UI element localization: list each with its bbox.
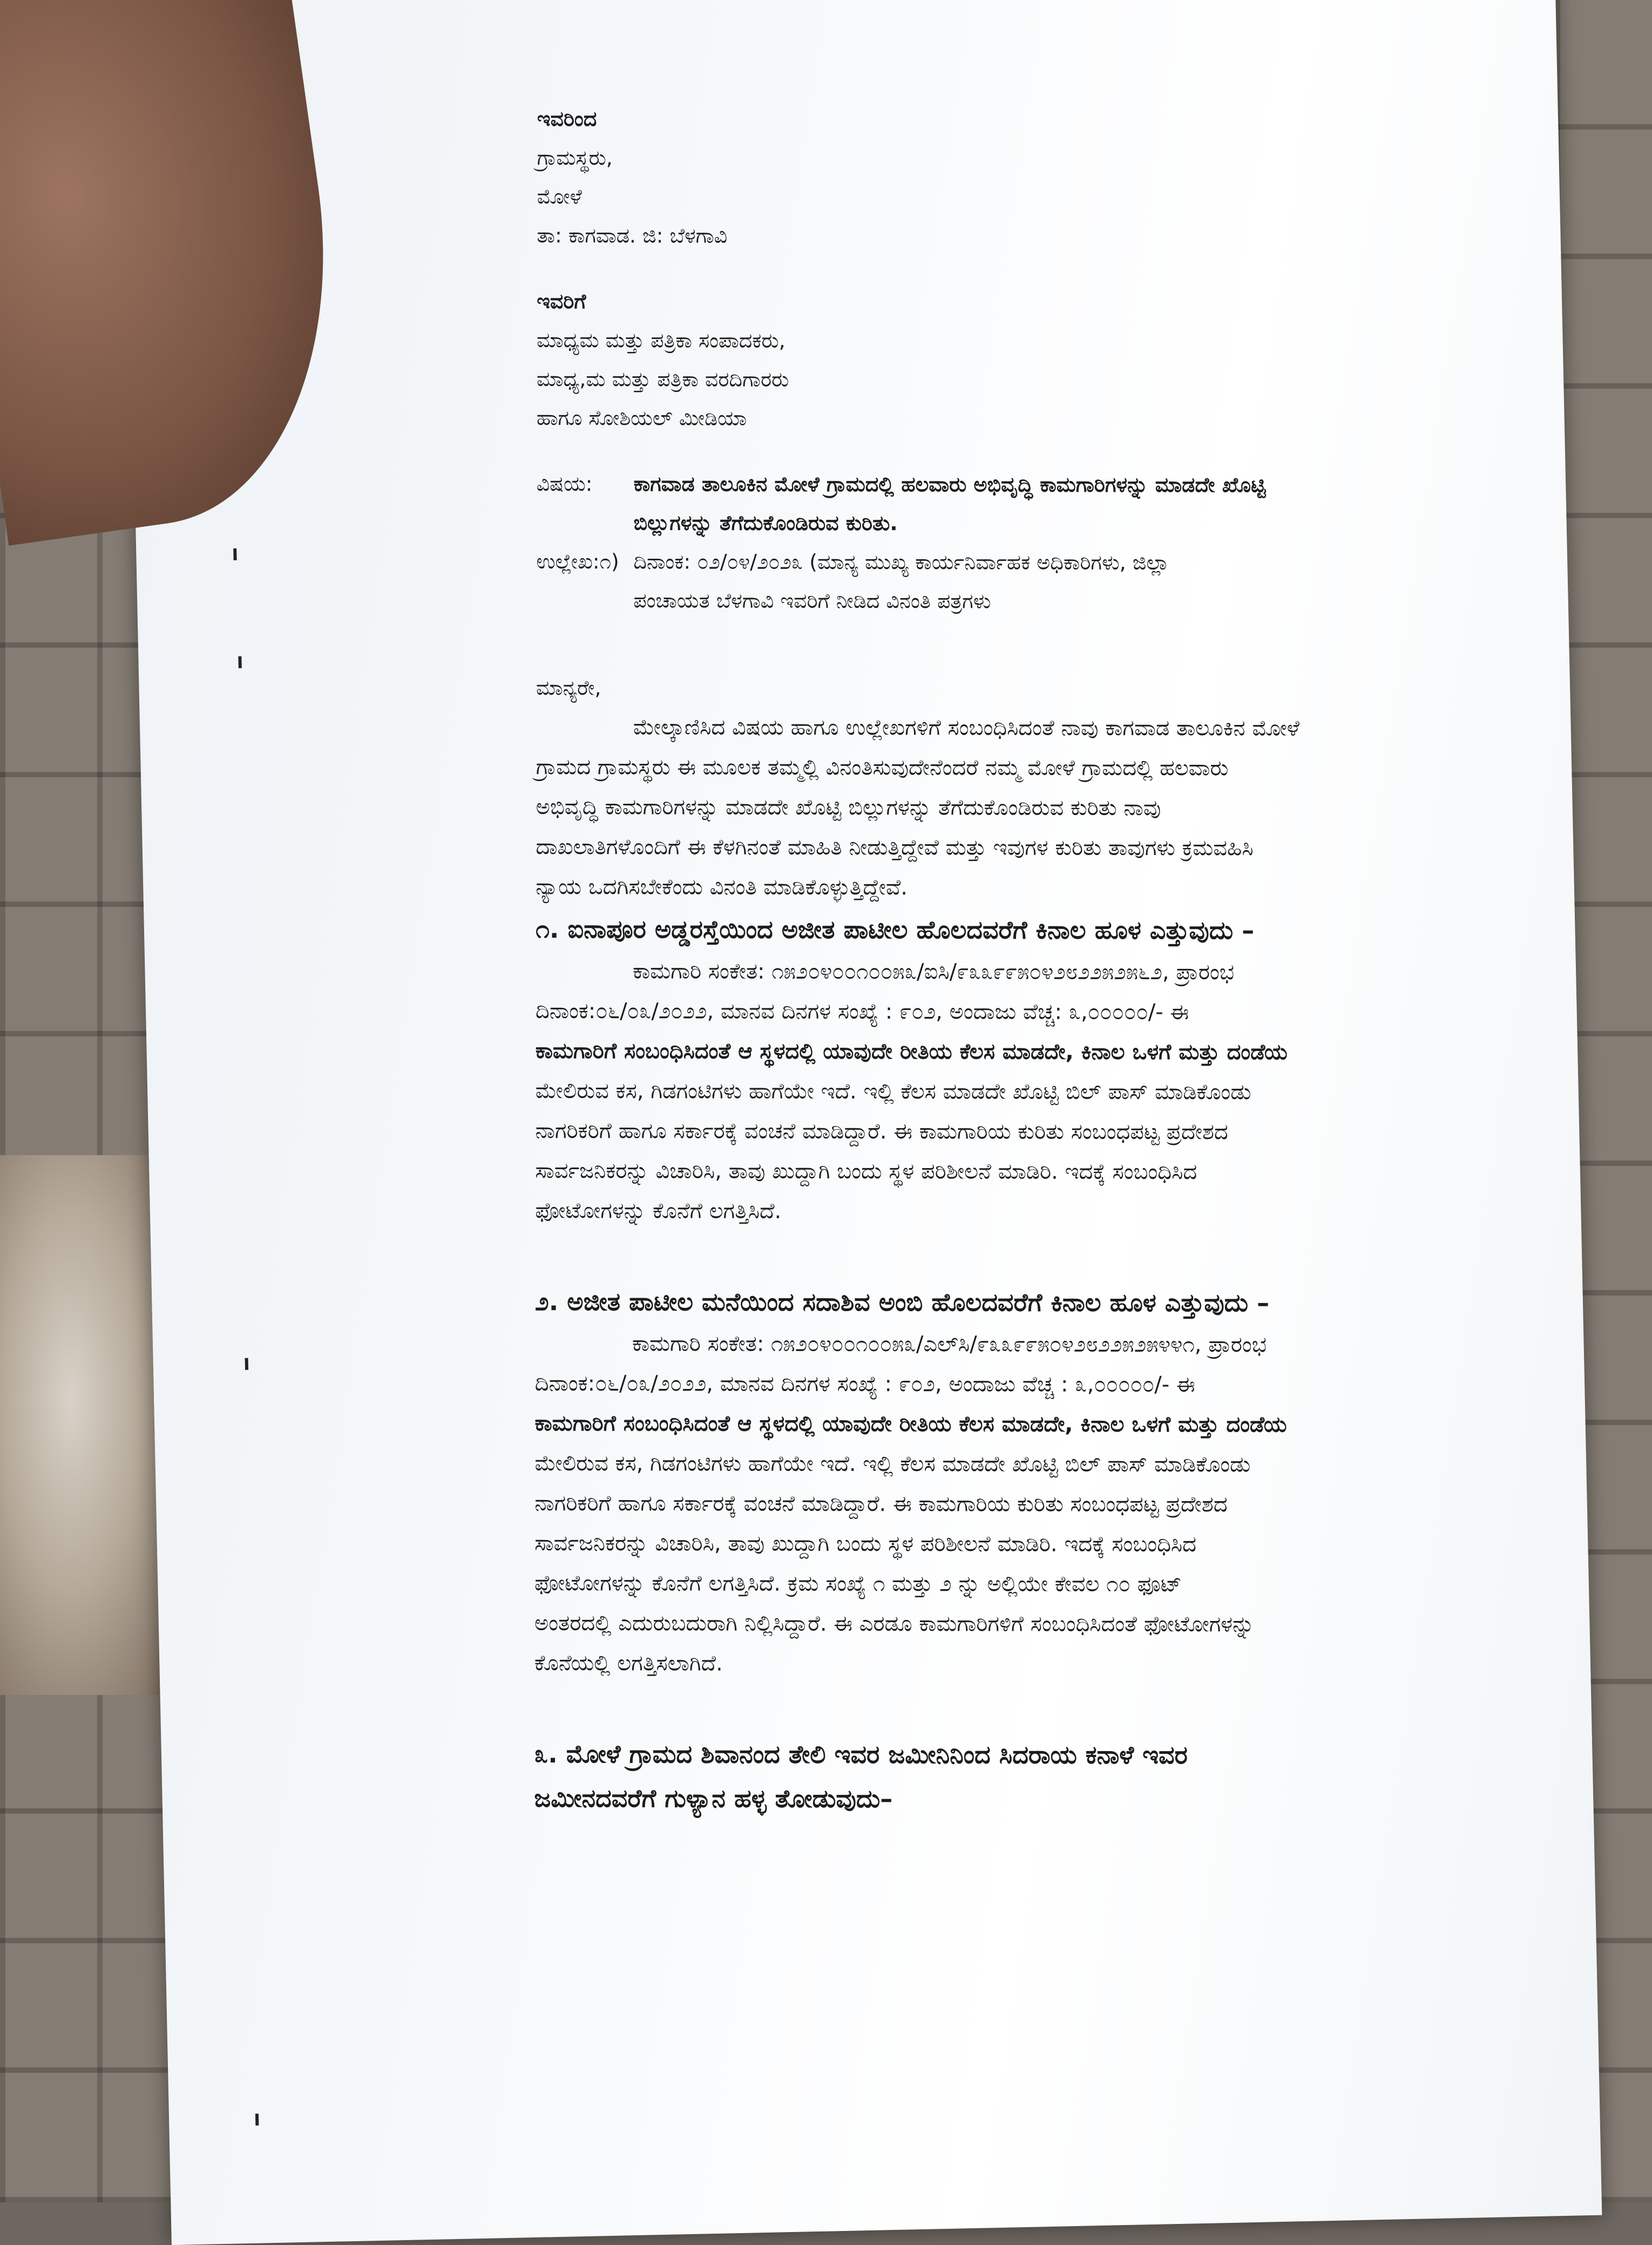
item-1-line: ಕಾಮಗಾರಿಗೆ ಸಂಬಂಧಿಸಿದಂತೆ ಆ ಸ್ಥಳದಲ್ಲಿ ಯಾವುದೇ ರೀತಿಯ ಕೆಲಸ ಮಾಡದೇ, ಕಿನಾಲ ಒಳಗೆ ಮತ್ತು ದಂಡೆಯ: [535, 1039, 1288, 1065]
from-line: ಮೋಳೆ: [537, 185, 582, 209]
item-2-heading: ೨. ಅಜೀತ ಪಾಟೀಲ ಮನೆಯಿಂದ ಸದಾಶಿವ ಅಂಬಿ ಹೊಲದವರೆಗೆ ಕಿನಾಲ ಹೂಳ ಎತ್ತುವುದು –: [534, 1287, 1270, 1318]
item-1-line: ದಿನಾಂಕ:೦೬/೦೩/೨೦೨೨, ಮಾನವ ದಿನಗಳ ಸಂಖ್ಯೆ : ೯೦೨, ಅಂದಾಜು ವೆಚ್ಚ: ೩,೦೦೦೦೦/- ಈ: [535, 999, 1189, 1025]
salutation: ಮಾನ್ಯರೇ,: [536, 676, 601, 700]
intro-line: ನ್ಯಾಯ ಒದಗಿಸಬೇಕೆಂದು ವಿನಂತಿ ಮಾಡಿಕೊಳ್ಳುತ್ತಿದ್ದೇವೆ.: [536, 874, 908, 900]
intro-line: ದಾಖಲಾತಿಗಳೊಂದಿಗೆ ಈ ಕೆಳಗಿನಂತೆ ಮಾಹಿತಿ ನೀಡುತ್ತಿದ್ದೇವೆ ಮತ್ತು ಇವುಗಳ ಕುರಿತು ತಾವುಗಳು ಕ್ರಮವಹಿಸಿ: [536, 835, 1254, 861]
item-1-line: ಸಾರ್ವಜನಿಕರನ್ನು ವಿಚಾರಿಸಿ, ತಾವು ಖುದ್ದಾಗಿ ಬಂದು ಸ್ಥಳ ಪರಿಶೀಲನೆ ಮಾಡಿರಿ. ಇದಕ್ಕೆ ಸಂಬಂಧಿಸಿದ: [535, 1158, 1197, 1185]
item-1-line: ಕಾಮಗಾರಿ ಸಂಕೇತ: ೧೫೨೦೪೦೦೧೦೦೫೩/ಐಸಿ/೯೩೩೯೯೫೦೪೨೮೨೨೫೨೫೬೨, ಪ್ರಾರಂಭ: [633, 959, 1235, 985]
from-heading: ಇವರಿಂದ: [537, 107, 597, 131]
item-2-line: ಫೋಟೋಗಳನ್ನು ಕೊನೆಗೆ ಲಗತ್ತಿಸಿದೆ. ಕ್ರಮ ಸಂಖ್ಯೆ ೧ ಮತ್ತು ೨ ನ್ನು ಅಲ್ಲಿಯೇ ಕೇವಲ ೧೦ ಫೂಟ್: [534, 1571, 1182, 1597]
binder-mark: [245, 1358, 248, 1370]
binder-mark: [255, 2114, 259, 2126]
from-line: ಗ್ರಾಮಸ್ಥರು,: [537, 146, 613, 170]
letter-content: [534, 99, 1595, 1822]
from-line: ತಾ: ಕಾಗವಾಡ. ಜಿ: ಬೆಳಗಾವಿ: [537, 223, 728, 248]
binder-mark: [233, 548, 236, 560]
item-2-line: ನಾಗರಿಕರಿಗೆ ಹಾಗೂ ಸರ್ಕಾರಕ್ಕೆ ವಂಚನೆ ಮಾಡಿದ್ದಾರೆ. ಈ ಕಾಮಗಾರಿಯ ಕುರಿತು ಸಂಬಂಧಪಟ್ಟ ಪ್ರದೇಶದ: [534, 1491, 1228, 1517]
subject-label: ವಿಷಯ:: [536, 472, 593, 496]
item-1-heading: ೧. ಐನಾಪೂರ ಅಡ್ಡರಸ್ತೆಯಿಂದ ಅಜೀತ ಪಾಟೀಲ ಹೊಲದವರೆಗೆ ಕಿನಾಲ ಹೂಳ ಎತ್ತುವುದು –: [536, 914, 1255, 945]
intro-line: ಮೇಲ್ಕಾಣಿಸಿದ ವಿಷಯ ಹಾಗೂ ಉಲ್ಲೇಖಗಳಿಗೆ ಸಂಬಂಧಿಸಿದಂತೆ ನಾವು ಕಾಗವಾಡ ತಾಲೂಕಿನ ಮೋಳೆ: [633, 715, 1300, 741]
item-2-line: ಅಂತರದಲ್ಲಿ ಎದುರುಬದುರಾಗಿ ನಿಲ್ಲಿಸಿದ್ದಾರೆ. ಈ ಎರಡೂ ಕಾಮಗಾರಿಗಳಿಗೆ ಸಂಬಂಧಿಸಿದಂತೆ ಫೋಟೋಗಳನ್ನು: [534, 1611, 1255, 1637]
reference: [536, 542, 1594, 582]
item-2-line: ಕಾಮಗಾರಿಗೆ ಸಂಬಂಧಿಸಿದಂತೆ ಆ ಸ್ಥಳದಲ್ಲಿ ಯಾವುದೇ ರೀತಿಯ ಕೆಲಸ ಮಾಡದೇ, ಕಿನಾಲ ಒಳಗೆ ಮತ್ತು ದಂಡೆಯ: [534, 1411, 1287, 1437]
to-heading: ಇವರಿಗೆ: [537, 289, 586, 314]
subject-text-cont: ಬಿಲ್ಲುಗಳನ್ನು ತೆಗೆದುಕೊಂಡಿರುವ ಕುರಿತು.: [633, 511, 898, 535]
subject-text: ಕಾಗವಾಡ ತಾಲೂಕಿನ ಮೋಳೆ ಗ್ರಾಮದಲ್ಲಿ ಹಲವಾರು ಅಭಿವೃದ್ಧಿ ಕಾಮಗಾರಿಗಳನ್ನು ಮಾಡದೇ ಖೊಟ್ಟಿ: [633, 472, 1266, 497]
item-2-line: ಸಾರ್ವಜನಿಕರನ್ನು ವಿಚಾರಿಸಿ, ತಾವು ಖುದ್ದಾಗಿ ಬಂದು ಸ್ಥಳ ಪರಿಶೀಲನೆ ಮಾಡಿರಿ. ಇದಕ್ಕೆ ಸಂಬಂಧಿಸಿದ: [534, 1531, 1197, 1557]
to-line: ಮಾಧ್ಯಮ ಮತ್ತು ಪತ್ರಿಕಾ ಸಂಪಾದಕರು,: [537, 328, 786, 352]
reference-label: ಉಲ್ಲೇಖ:೧): [536, 550, 619, 574]
item-2-line: ಮೇಲಿರುವ ಕಸ, ಗಿಡಗಂಟಿಗಳು ಹಾಗೆಯೇ ಇದೆ. ಇಲ್ಲಿ ಕೆಲಸ ಮಾಡದೇ ಖೊಟ್ಟಿ ಬಿಲ್ ಪಾಸ್ ಮಾಡಿಕೊಂಡು: [534, 1451, 1251, 1477]
subject: [537, 464, 1595, 505]
letter-paper: [124, 0, 1602, 2245]
to-line: ಮಾಧ್ಯ,ಮ ಮತ್ತು ಪತ್ರಿಕಾ ವರದಿಗಾರರು: [536, 367, 789, 391]
item-2-line: ಕೊನೆಯಲ್ಲಿ ಲಗತ್ತಿಸಲಾಗಿದೆ.: [534, 1651, 723, 1676]
item-2-line: ದಿನಾಂಕ:೦೬/೦೩/೨೦೨೨, ಮಾನವ ದಿನಗಳ ಸಂಖ್ಯೆ : ೯೦೨, ಅಂದಾಜು ವೆಚ್ಚ : ೩,೦೦೦೦೦/- ಈ: [534, 1371, 1195, 1398]
item-3-heading: ೩. ಮೋಳೆ ಗ್ರಾಮದ ಶಿವಾನಂದ ತೇಲಿ ಇವರ ಜಮೀನಿನಿಂದ ಸಿದರಾಯ ಕನಾಳೆ ಇವರ: [534, 1739, 1188, 1770]
item-3-heading-cont: ಜಮೀನದವರೆಗೆ ಗುಳ್ಯಾನ ಹಳ್ಳ ತೋಡುವುದು–: [534, 1783, 893, 1814]
item-1-line: ನಾಗರಿಕರಿಗೆ ಹಾಗೂ ಸರ್ಕಾರಕ್ಕೆ ವಂಚನೆ ಮಾಡಿದ್ದಾರೆ. ಈ ಕಾಮಗಾರಿಯ ಕುರಿತು ಸಂಬಂಧಪಟ್ಟ ಪ್ರದೇಶದ: [535, 1118, 1228, 1145]
item-1-line: ಫೋಟೋಗಳನ್ನು ಕೊನೆಗೆ ಲಗತ್ತಿಸಿದೆ.: [535, 1198, 782, 1224]
binder-mark: [238, 656, 241, 668]
item-1-line: ಮೇಲಿರುವ ಕಸ, ಗಿಡಗಂಟಿಗಳು ಹಾಗೆಯೇ ಇದೆ. ಇಲ್ಲಿ ಕೆಲಸ ಮಾಡದೇ ಖೊಟ್ಟಿ ಬಿಲ್ ಪಾಸ್ ಮಾಡಿಕೊಂಡು: [535, 1079, 1251, 1105]
reference-text: ದಿನಾಂಕ: ೦೨/೦೪/೨೦೨೩ (ಮಾನ್ಯ ಮುಖ್ಯ ಕಾರ್ಯನಿರ್ವಾಹಕ ಅಧಿಕಾರಿಗಳು, ಜಿಲ್ಲಾ: [633, 550, 1170, 575]
intro-line: ಗ್ರಾಮದ ಗ್ರಾಮಸ್ಥರು ಈ ಮೂಲಕ ತಮ್ಮಲ್ಲಿ ವಿನಂತಿಸುವುದೇನೆಂದರೆ ನಮ್ಮ ಮೋಳೆ ಗ್ರಾಮದಲ್ಲಿ ಹಲವಾರು: [536, 755, 1229, 781]
to-line: ಹಾಗೂ ಸೋಶಿಯಲ್ ಮೀಡಿಯಾ: [536, 406, 747, 430]
item-2-line: ಕಾಮಗಾರಿ ಸಂಕೇತ: ೧೫೨೦೪೦೦೧೦೦೫೩/ಎಲ್‌ಸಿ/೯೩೩೯೯೫೦೪೨೮೨೨೫೨೫೪೪೧, ಪ್ರಾರಂಭ: [632, 1331, 1267, 1358]
reference-text-cont: ಪಂಚಾಯತ ಬೆಳಗಾವಿ ಇವರಿಗೆ ನೀಡಿದ ವಿನಂತಿ ಪತ್ರಗಳು: [633, 588, 991, 613]
intro-line: ಅಭಿವೃದ್ಧಿ ಕಾಮಗಾರಿಗಳನ್ನು ಮಾಡದೇ ಖೊಟ್ಟಿ ಬಿಲ್ಲುಗಳನ್ನು ತೆಗೆದುಕೊಂಡಿರುವ ಕುರಿತು ನಾವು: [536, 795, 1161, 821]
